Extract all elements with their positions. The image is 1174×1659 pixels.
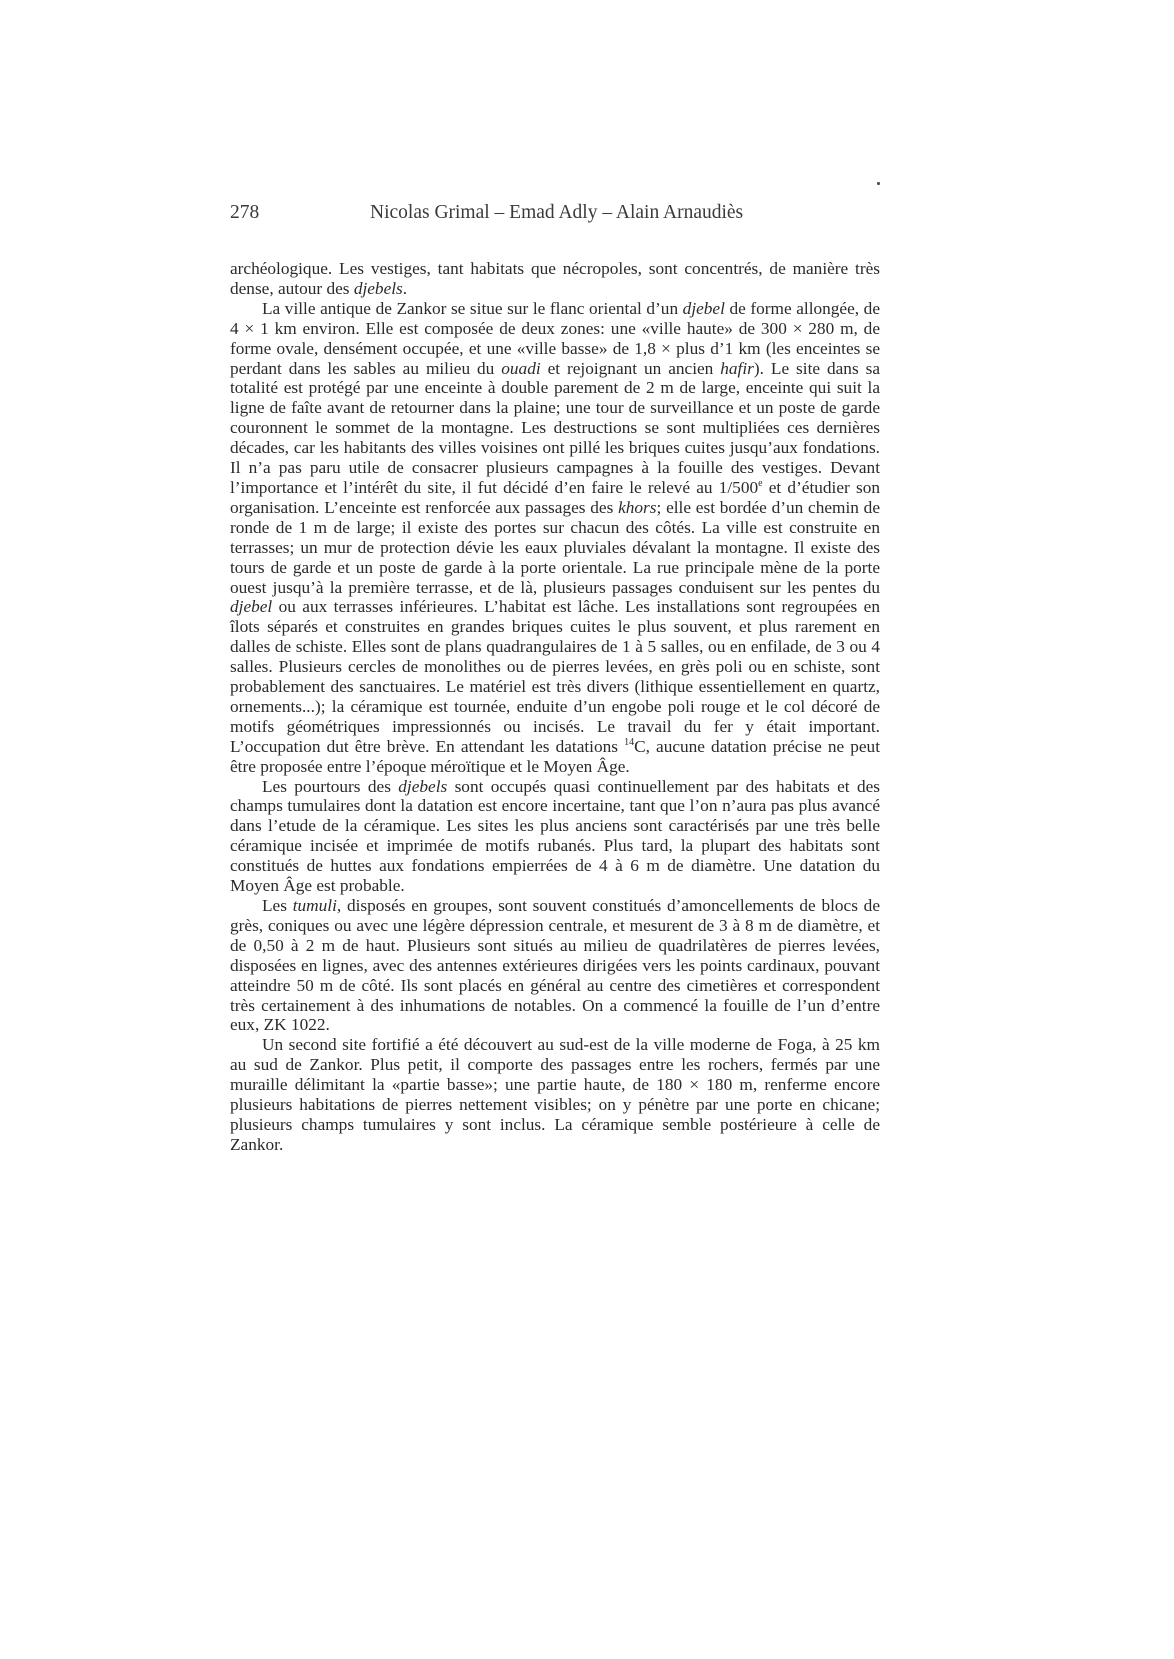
- text-run: Les: [262, 896, 293, 915]
- text-run: C, aucune datation précise ne peut être proposée entre l’époque méroïtique et le Moyen Âge.: [230, 736, 881, 776]
- italic-term: ouadi: [501, 358, 541, 378]
- paragraph-4: [230, 896, 880, 1035]
- text-run: archéologique. Les vestiges, tant habitats que nécropoles, sont concentrés, de manière très dense, autour des: [230, 259, 880, 298]
- text-run: et rejoignant un ancien: [540, 358, 721, 378]
- italic-term: djebels: [353, 278, 403, 298]
- text-run: de forme allongée, de 4 × 1 km environ. Elle est composée de deux zones: une «ville haute» de 300 × 280 m, de forme ovale, densément occupée, et une «ville basse» de 1,8 × plus d’1 km (les enceintes se perdant dans les sables au milieu du: [230, 298, 880, 378]
- text-run: sont occupés quasi continuellement par des habitats et des champs tumulaires dont la datation est encore incertaine, tant que l’on n’aura pas plus avancé dans l’etude de la céramique. Les sites les plus anciens sont caractérisés par une très belle céramique incisée et imprimée de motifs rubanés. Plus tard, la plupart des habitats sont constitués de huttes aux fondations empierrées de 4 à 6 m de diamètre. Une datation du Moyen Âge est probable.: [230, 776, 880, 896]
- text-run: .: [402, 278, 408, 298]
- text-run: Un second site fortifié a été découvert au sud-est de la ville moderne de Foga, à 25 km au sud de Zankor. Plus petit, il comporte des passages entre les rochers, fermés par une muraille délimitant la «partie basse»; une partie haute, de 180 × 180 m, renferme encore plusieurs habitations de pierres nettement visibles; on y pénètre par une porte en chicane; plusieurs champs tumulaires y sont inclus. La céramique semble postérieure à celle de Zankor.: [230, 1035, 880, 1154]
- italic-term: tumuli: [292, 896, 337, 915]
- text-run: , disposés en groupes, sont souvent constitués d’amoncellements de blocs de grès, coniques ou avec une légère dépression centrale, et mesurent de 3 à 8 m de diamètre, et de 0,50 à 2 m de haut. Plusieurs sont situés au milieu de quadrilatères de pierres levées, disposées en lignes, avec des antennes extérieures dirigées vers les points cardinaux, pouvant atteindre 50 m de côté. Ils sont placés en général au centre des cimetières et correspondent très certainement à des inhumations de notables. On a commencé la fouille de l’un d’entre eux, ZK 1022.: [230, 896, 880, 1035]
- scan-speck: [877, 182, 880, 185]
- italic-term: djebels: [398, 776, 448, 796]
- paragraph-3: [230, 777, 880, 896]
- text-run: Les pourtours des: [262, 776, 399, 796]
- page-number: 278: [230, 202, 260, 223]
- italic-term: hafir: [720, 358, 754, 378]
- text-run: ). Le site dans sa totalité est protégé par une enceinte à double parement de 2 m de large, enceinte qui suit la ligne de faîte avant de retourner dans la plaine; une tour de surveillance et un poste de garde couronnent le sommet de la montagne. Les destructions se sont multipliées ces dernières décades, car les habitants des villes voisines ont pillé les briques cuites jusqu’aux fondations. Il n’a pas paru utile de consacrer plusieurs campagnes à la fouille des vestiges. Devant l’importance et l’intérêt du site, il fut décidé d’en faire le relevé au 1/500: [230, 358, 881, 497]
- paragraph-2: [230, 299, 880, 777]
- italic-term: djebel: [682, 298, 725, 318]
- superscript: 14: [624, 736, 635, 748]
- text-run: et d’étudier son organisation. L’enceinte est renforcée aux passages des: [230, 477, 880, 517]
- text-run: ou aux terrasses inférieures. L’habitat est lâche. Les installations sont regroupées en îlots séparés et construites en grandes briques cuites le plus souvent, et plus rarement en dalles de schiste. Elles sont de plans quadrangulaires de 1 à 5 salles, ou en enfilade, de 3 ou 4 salles. Plusieurs cercles de monolithes ou de pierres levées, en grès poli ou en schiste, sont probablement des sanctuaires. Le matériel est très divers (lithique essentiellement en quartz, ornements...); la céramique est tournée, enduite d’un engobe poli rouge et le col décoré de motifs géométriques impressionnés ou incisés. Le travail du fer y était important. L’occupation dut être brève. En attendant les datations: [230, 597, 880, 756]
- italic-term: djebel: [230, 597, 273, 617]
- body-text: [230, 259, 880, 1155]
- superscript: e: [758, 478, 763, 490]
- paragraph-1: [230, 259, 880, 299]
- paragraph-5: [230, 1035, 880, 1154]
- text-run: La ville antique de Zankor se situe sur le flanc oriental d’un: [262, 298, 683, 318]
- italic-term: khors: [618, 497, 657, 517]
- running-head-authors: Nicolas Grimal – Emad Adly – Alain Arnaudiès: [370, 202, 744, 223]
- text-run: ; elle est bordée d’un chemin de ronde de 1 m de large; il existe des portes sur chacun des côtés. La ville est construite en terrasses; un mur de protection dévie les eaux pluviales dévalant la montagne. Il existe des tours de garde et un poste de garde à la porte orientale. La rue principale mène de la porte ouest jusqu’à la première terrasse, et de là, plusieurs passages conduisent sur les pentes du: [230, 497, 880, 597]
